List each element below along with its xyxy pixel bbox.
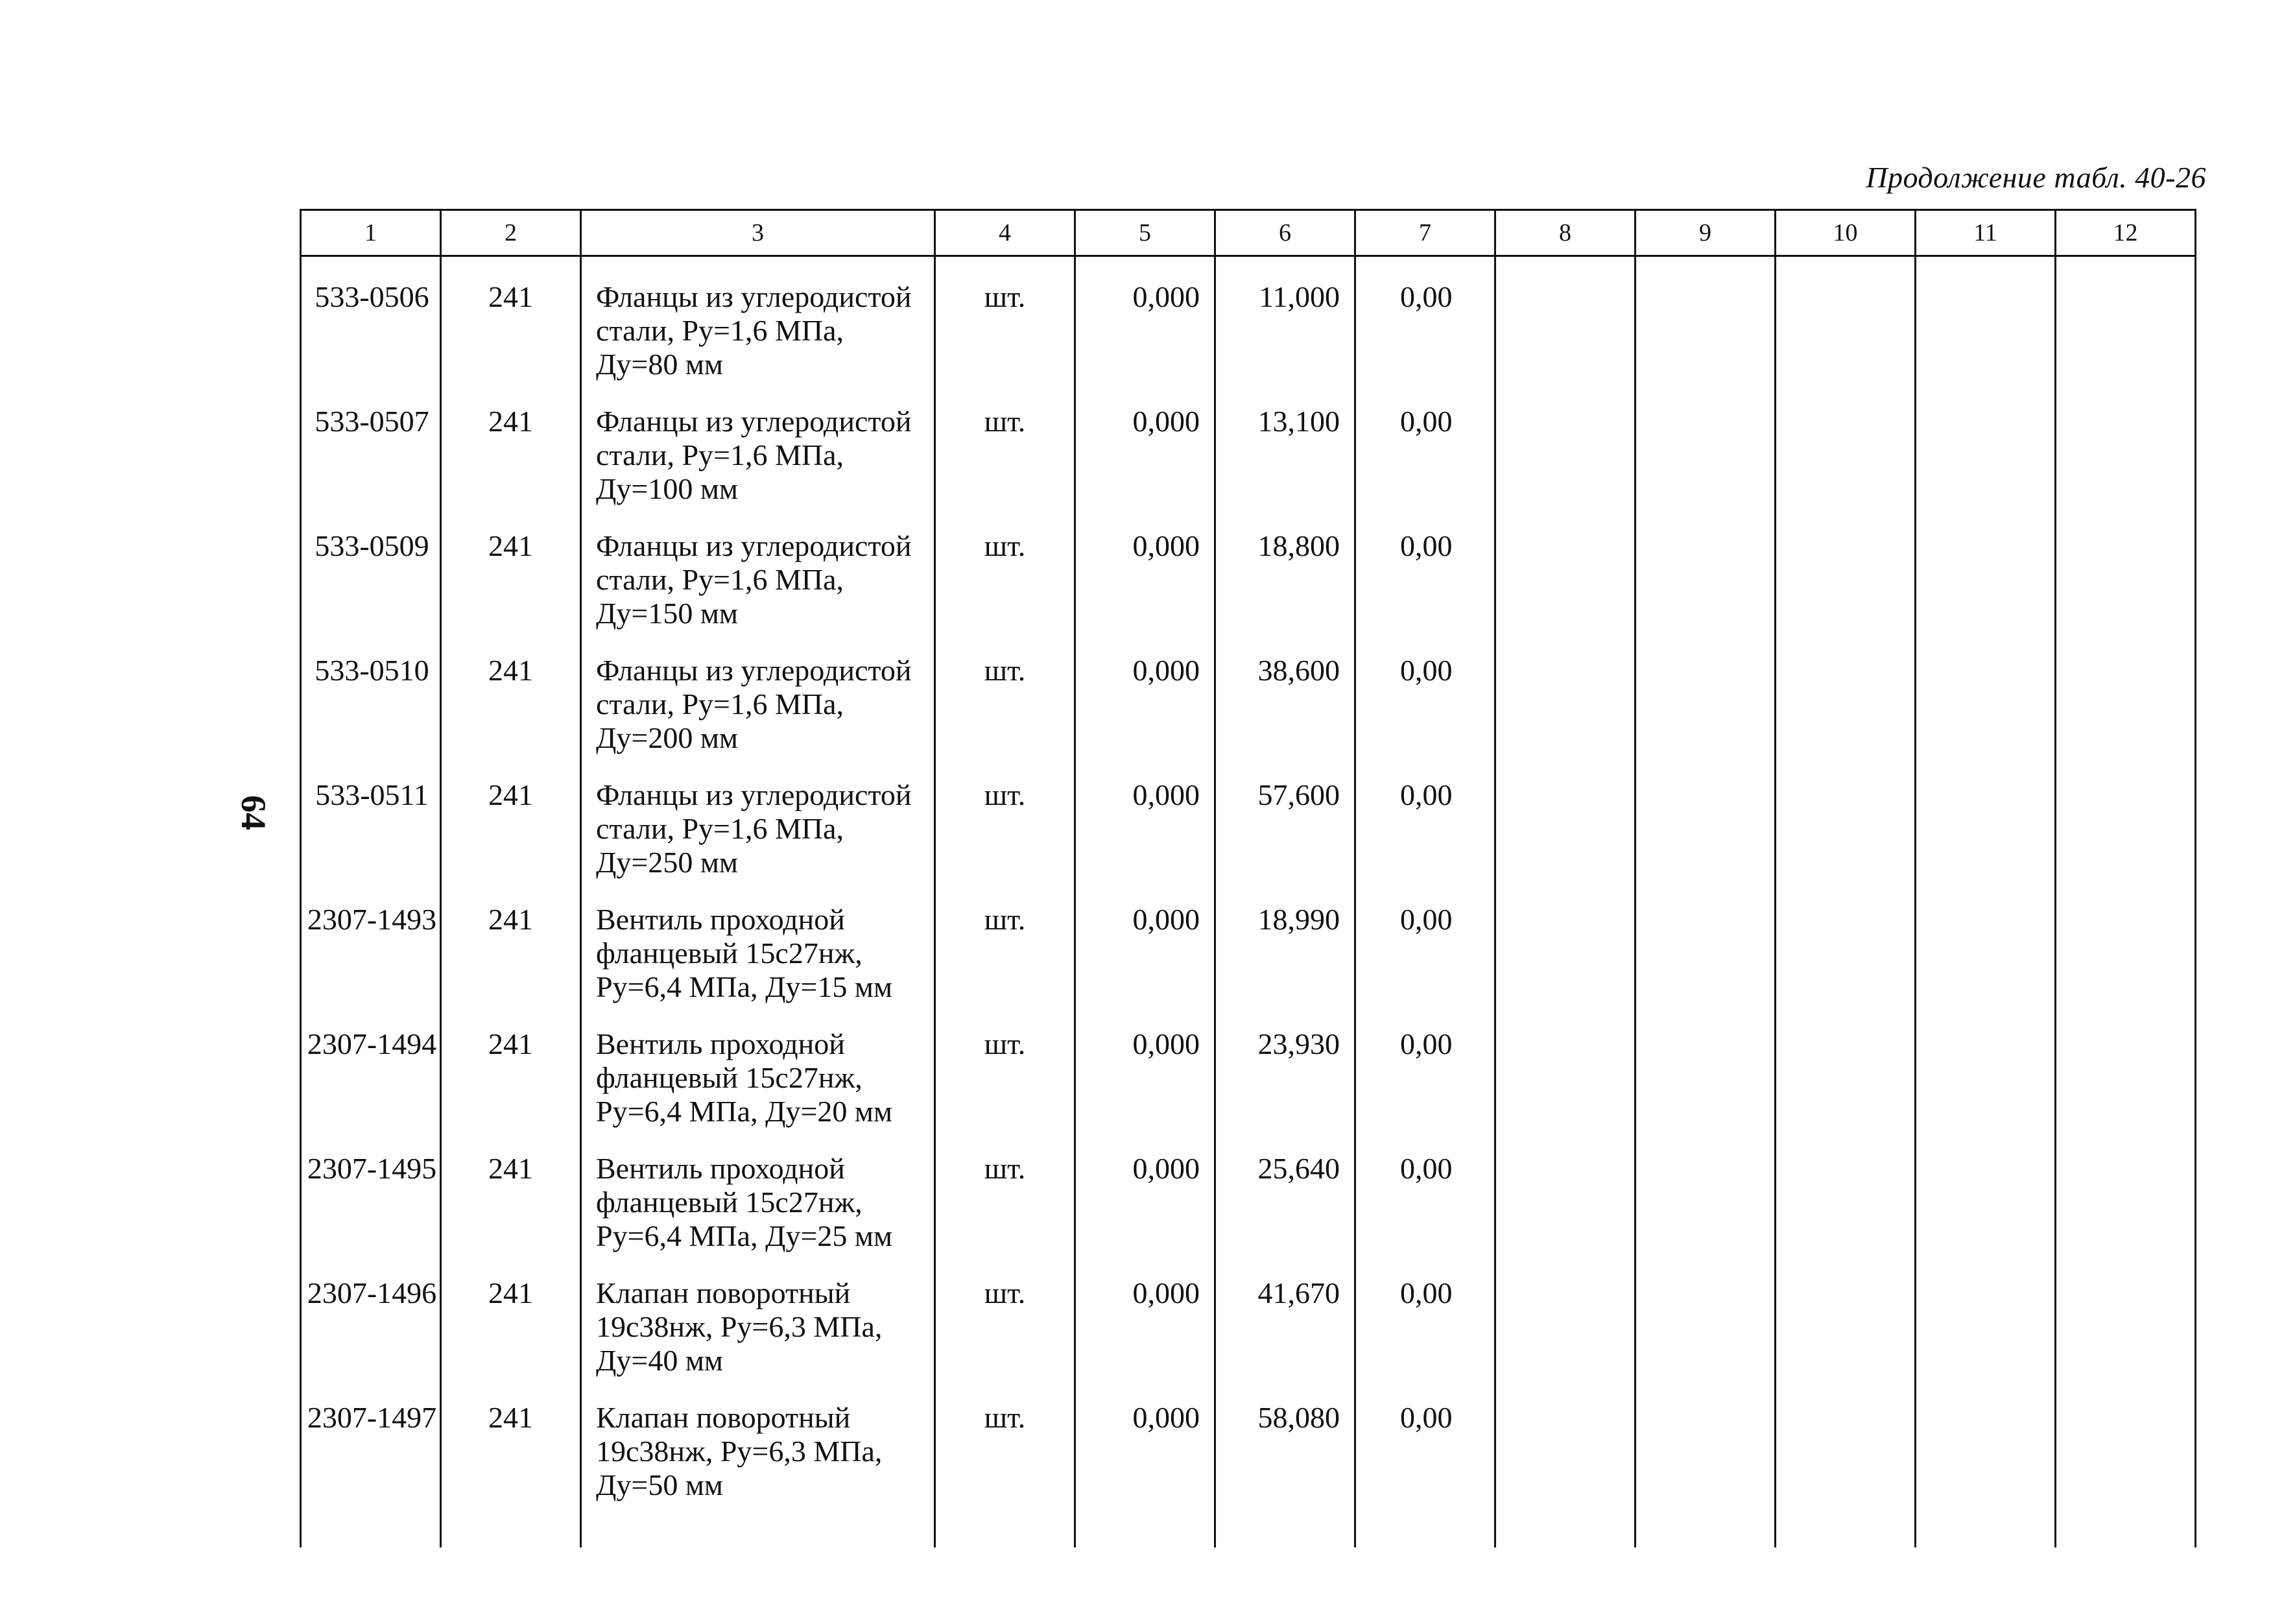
table-caption: Продолжение табл. 40-26 [1866,161,2206,194]
name-line: Pу=6,4 МПа, Ду=15 мм [596,970,893,1003]
value-col6: 41,670 [1215,1253,1355,1378]
empty-cell [2056,256,2196,382]
table-row [301,1378,2196,1502]
unit: шт. [935,381,1075,506]
empty-cell [1916,1128,2056,1253]
empty-cell [441,1502,581,1547]
value-col6: 18,800 [1215,506,1355,630]
empty-cell [1495,630,1636,755]
value-col7: 0,00 [1355,256,1495,382]
resource-code: 533-0510 [301,630,441,755]
column-header: 5 [1075,210,1215,256]
column-header: 4 [935,210,1075,256]
value-col7: 0,00 [1355,879,1495,1004]
value-col5: 0,000 [1075,381,1215,506]
empty-cell [1636,630,1776,755]
unit: шт. [935,256,1075,382]
value-col7: 0,00 [1355,381,1495,506]
empty-cell [1636,879,1776,1004]
name-line: Pу=6,4 МПа, Ду=20 мм [596,1095,893,1128]
name-line: стали, Pу=1,6 МПа, [596,314,844,347]
group-code: 241 [441,381,581,506]
value-col5: 0,000 [1075,1253,1215,1378]
empty-cell [1215,1502,1355,1547]
name-line: Фланцы из углеродистой [596,529,912,562]
resource-code: 533-0507 [301,381,441,506]
empty-cell [2056,1378,2196,1502]
resource-name [581,1004,935,1128]
value-col6: 57,600 [1215,755,1355,879]
value-col6: 38,600 [1215,630,1355,755]
value-col7: 0,00 [1355,1128,1495,1253]
name-line: Вентиль проходной [596,1152,845,1185]
table-tail [301,1502,2196,1547]
name-line: стали, Pу=1,6 МПа, [596,438,844,472]
name-line: Фланцы из углеродистой [596,405,912,438]
empty-cell [1636,381,1776,506]
empty-cell [1916,630,2056,755]
header-row [301,210,2196,256]
empty-cell [1636,1253,1776,1378]
empty-cell [1916,755,2056,879]
unit: шт. [935,1128,1075,1253]
empty-cell [1636,1004,1776,1128]
name-line: Клапан поворотный [596,1401,851,1434]
value-col7: 0,00 [1355,506,1495,630]
column-header: 9 [1636,210,1776,256]
resource-name [581,630,935,755]
unit: шт. [935,879,1075,1004]
empty-cell [1495,1502,1636,1547]
empty-cell [1495,256,1636,382]
resource-code: 2307-1495 [301,1128,441,1253]
name-line: Фланцы из углеродистой [596,280,912,313]
empty-cell [1776,879,1916,1004]
table-row [301,256,2196,382]
empty-cell [581,1502,935,1547]
empty-cell [1776,630,1916,755]
value-col6: 58,080 [1215,1378,1355,1502]
empty-cell [1776,755,1916,879]
table-body [301,256,2196,1548]
unit: шт. [935,630,1075,755]
value-col6: 11,000 [1215,256,1355,382]
value-col7: 0,00 [1355,630,1495,755]
table-row [301,630,2196,755]
empty-cell [1495,506,1636,630]
empty-cell [1916,1253,2056,1378]
value-col6: 18,990 [1215,879,1355,1004]
empty-cell [1636,506,1776,630]
value-col5: 0,000 [1075,755,1215,879]
resource-name [581,755,935,879]
empty-cell [1495,381,1636,506]
empty-cell [2056,1128,2196,1253]
group-code: 241 [441,256,581,382]
value-col5: 0,000 [1075,506,1215,630]
name-line: Клапан поворотный [596,1276,851,1309]
empty-cell [1776,1253,1916,1378]
empty-cell [2056,1502,2196,1547]
column-header: 8 [1495,210,1636,256]
empty-cell [1776,1502,1916,1547]
empty-cell [2056,630,2196,755]
value-col5: 0,000 [1075,256,1215,382]
empty-cell [1636,1502,1776,1547]
name-line: стали, Pу=1,6 МПа, [596,812,844,845]
resource-name [581,256,935,382]
empty-cell [1495,1004,1636,1128]
value-col7: 0,00 [1355,1253,1495,1378]
column-header: 7 [1355,210,1495,256]
name-line: Ду=40 мм [596,1344,724,1377]
name-line: фланцевый 15с27нж, [596,937,862,970]
group-code: 241 [441,755,581,879]
resource-code: 2307-1493 [301,879,441,1004]
value-col5: 0,000 [1075,1378,1215,1502]
empty-cell [2056,1253,2196,1378]
group-code: 241 [441,1128,581,1253]
table-row [301,506,2196,630]
empty-cell [1776,381,1916,506]
empty-cell [1636,1128,1776,1253]
name-line: фланцевый 15с27нж, [596,1186,862,1219]
empty-cell [1776,1004,1916,1128]
name-line: Фланцы из углеродистой [596,778,912,811]
resource-name [581,381,935,506]
unit: шт. [935,1004,1075,1128]
empty-cell [1776,256,1916,382]
empty-cell [1776,1128,1916,1253]
unit: шт. [935,1253,1075,1378]
name-line: стали, Pу=1,6 МПа, [596,687,844,721]
page-number: 64 [234,795,273,830]
resource-name [581,879,935,1004]
resource-code: 2307-1496 [301,1253,441,1378]
value-col5: 0,000 [1075,630,1215,755]
empty-cell [2056,1004,2196,1128]
table-row [301,1004,2196,1128]
unit: шт. [935,755,1075,879]
column-header: 3 [581,210,935,256]
resource-code: 533-0509 [301,506,441,630]
name-line: Фланцы из углеродистой [596,654,912,687]
empty-cell [1916,381,2056,506]
resource-code: 2307-1497 [301,1378,441,1502]
empty-cell [1916,506,2056,630]
name-line: Вентиль проходной [596,1027,845,1060]
value-col6: 25,640 [1215,1128,1355,1253]
empty-cell [1916,1378,2056,1502]
group-code: 241 [441,1004,581,1128]
empty-cell [1916,1502,2056,1547]
empty-cell [1916,1004,2056,1128]
empty-cell [1075,1502,1215,1547]
value-col6: 13,100 [1215,381,1355,506]
value-col7: 0,00 [1355,1004,1495,1128]
empty-cell [1916,256,2056,382]
empty-cell [1776,506,1916,630]
name-line: Pу=6,4 МПа, Ду=25 мм [596,1219,893,1252]
column-header: 1 [301,210,441,256]
unit: шт. [935,1378,1075,1502]
empty-cell [1636,1378,1776,1502]
group-code: 241 [441,879,581,1004]
resource-name [581,1253,935,1378]
empty-cell [1916,879,2056,1004]
name-line: Вентиль проходной [596,903,845,936]
empty-cell [1636,256,1776,382]
empty-cell [1495,879,1636,1004]
name-line: Ду=250 мм [596,846,739,879]
table-row [301,1253,2196,1378]
empty-cell [1495,1378,1636,1502]
group-code: 241 [441,506,581,630]
price-table-container [300,209,2195,1547]
group-code: 241 [441,1253,581,1378]
group-code: 241 [441,1378,581,1502]
empty-cell [935,1502,1075,1547]
resource-code: 533-0511 [301,755,441,879]
name-line: Ду=50 мм [596,1468,724,1501]
name-line: Ду=100 мм [596,472,739,505]
empty-cell [1636,755,1776,879]
name-line: 19с38нж, Pу=6,3 МПа, [596,1310,883,1343]
value-col6: 23,930 [1215,1004,1355,1128]
resource-code: 533-0506 [301,256,441,382]
value-col7: 0,00 [1355,755,1495,879]
unit: шт. [935,506,1075,630]
empty-cell [2056,506,2196,630]
value-col5: 0,000 [1075,879,1215,1004]
empty-cell [2056,755,2196,879]
column-header: 11 [1916,210,2056,256]
value-col7: 0,00 [1355,1378,1495,1502]
price-table [300,209,2196,1547]
table-row [301,381,2196,506]
empty-cell [1495,1253,1636,1378]
empty-cell [2056,879,2196,1004]
resource-name [581,1128,935,1253]
column-header: 2 [441,210,581,256]
column-header: 12 [2056,210,2196,256]
name-line: Ду=150 мм [596,597,739,630]
table-row [301,879,2196,1004]
value-col5: 0,000 [1075,1004,1215,1128]
name-line: Ду=200 мм [596,721,739,754]
resource-code: 2307-1494 [301,1004,441,1128]
name-line: фланцевый 15с27нж, [596,1061,862,1094]
name-line: Ду=80 мм [596,348,724,381]
name-line: стали, Pу=1,6 МПа, [596,563,844,596]
empty-cell [1355,1502,1495,1547]
resource-name [581,1378,935,1502]
column-header: 10 [1776,210,1916,256]
empty-cell [1495,755,1636,879]
resource-name [581,506,935,630]
table-row [301,1128,2196,1253]
empty-cell [2056,381,2196,506]
empty-cell [1495,1128,1636,1253]
empty-cell [301,1502,441,1547]
value-col5: 0,000 [1075,1128,1215,1253]
group-code: 241 [441,630,581,755]
column-header: 6 [1215,210,1355,256]
table-row [301,755,2196,879]
empty-cell [1776,1378,1916,1502]
name-line: 19с38нж, Ру=6,3 МПа, [596,1435,883,1468]
